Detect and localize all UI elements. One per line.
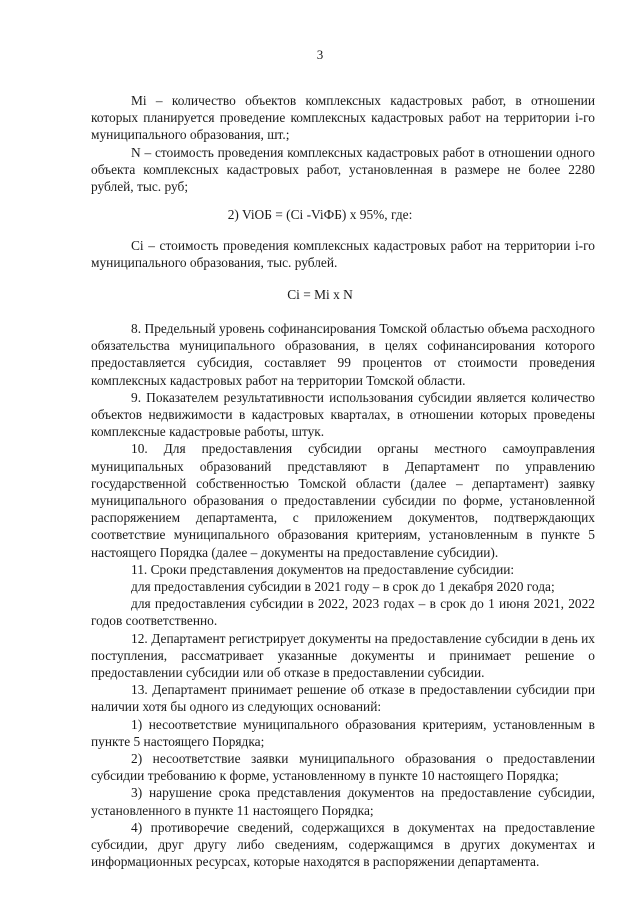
definition-mi: Mi – количество объектов комплексных кадастровых работ, в отношении которых планируется проведение комплексных кадастровых работ на территории i-го муниципального образования, шт.; xyxy=(91,93,595,143)
definitions-block xyxy=(91,92,595,195)
definition-ci-block xyxy=(91,237,595,271)
main-text-block xyxy=(91,320,595,871)
page-number: 3 xyxy=(316,47,324,62)
paragraph-11: 11. Сроки представления документов на предоставление субсидии: xyxy=(131,561,515,577)
paragraph-13-item-1: 1) несоответствие муниципального образования критериям, установленным в пункте 5 настоящего Порядка; xyxy=(91,716,595,749)
paragraph-11-b: для предоставления субсидии в 2022, 2023 годах – в срок до 1 июня 2021, 2022 годов соответственно. xyxy=(91,596,595,629)
formula-ci: Ci = Mi х N xyxy=(287,287,353,302)
paragraph-8: 8. Предельный уровень софинансирования Томской областью объема расходного обязательства муниципального образования, в целях софинансирования которого предоставляется субсидия, составляет 99 процентов от стоимости проведения комплексных кадастровых работ на территории Томской области. xyxy=(91,321,595,388)
paragraph-11-a: для предоставления субсидии в 2021 году – в срок до 1 декабря 2020 года; xyxy=(131,579,555,595)
paragraph-9: 9. Показателем результативности использования субсидии является количество объектов недвижимости в кадастровых кварталах, в отношении которых проведены комплексные кадастровые работы, штук. xyxy=(91,389,595,440)
paragraph-12: 12. Департамент регистрирует документы на предоставление субсидии в день их поступления, рассматривает указанные документы и принимает решение о предоставлении субсидии или об отказе в предоставлении субсидии. xyxy=(91,630,595,681)
paragraph-10: 10. Для предоставления субсидии органы местного самоуправления муниципальных образований представляют в Департамент по управлению государственной собственностью Томской области (далее – департамент) заявку муниципального образования о предоставлении субсидии по форме, установленной распоряжением департамента, с приложением документов, подтверждающих соответствие муниципального образования критериям, установленным в пункте 5 настоящего Порядка (далее – документы на предоставление субсидии). xyxy=(91,441,595,560)
formula-2: 2) ViОБ = (Ci -ViФБ) х 95%, где: xyxy=(227,207,413,222)
paragraph-13-item-2: 2) несоответствие заявки муниципального образования о предоставлении субсидии требованию к форме, установленному в пункте 10 настоящего Порядка; xyxy=(91,751,595,784)
paragraph-13-item-3: 3) нарушение срока представления документов на предоставление субсидии, установленного в пункте 11 настоящего Порядка; xyxy=(91,785,595,818)
paragraph-13-item-4: 4) противоречие сведений, содержащихся в документах на предоставление субсидии, друг другу либо сведениям, содержащимся в других документах и информационных ресурсах, которые находятся в распоряжении департамента. xyxy=(91,819,595,870)
paragraph-13: 13. Департамент принимает решение об отказе в предоставлении субсидии при наличии хотя бы одного из следующих оснований: xyxy=(91,682,595,715)
definition-ci: Ci – стоимость проведения комплексных кадастровых работ на территории i-го муниципального образования, тыс. рублей. xyxy=(91,238,595,271)
definition-n: N – стоимость проведения комплексных кадастровых работ в отношении одного объекта комплексных кадастровых работ, установленная в размере не более 2280 рублей, тыс. руб; xyxy=(91,144,595,195)
